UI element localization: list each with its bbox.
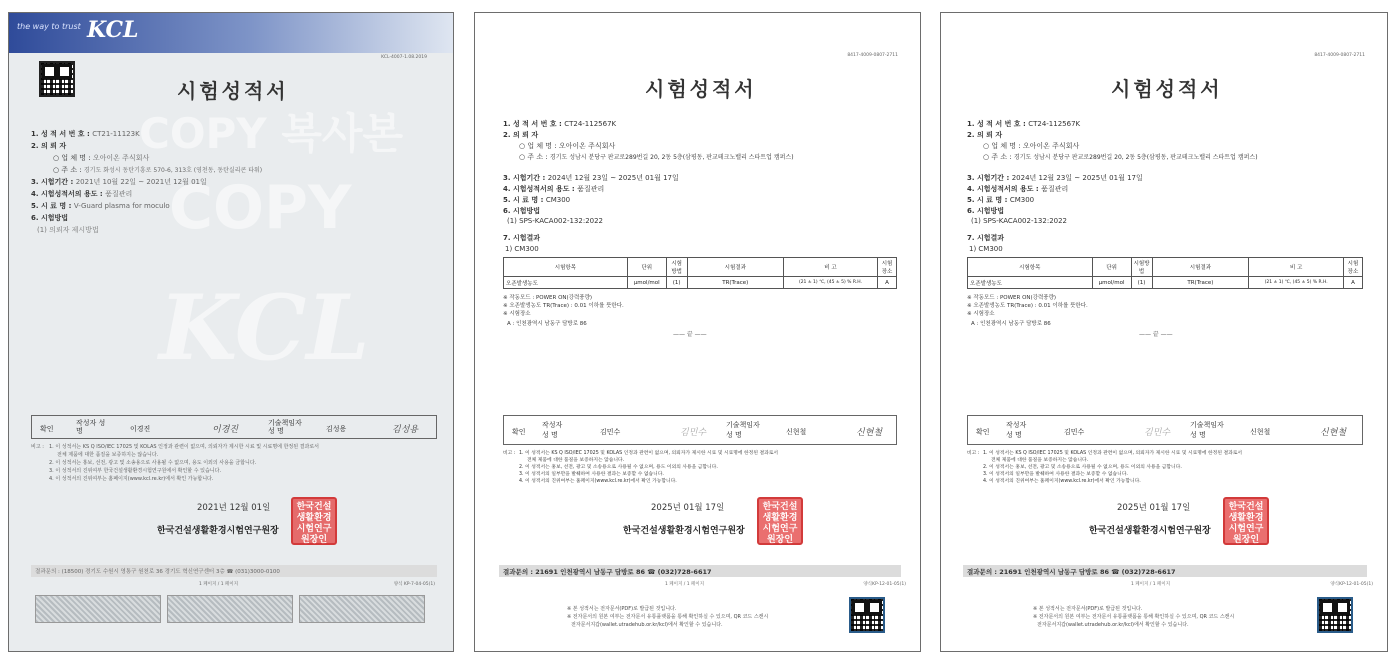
item-line: (1) 의뢰자 제시방법 xyxy=(37,226,99,234)
signature-box xyxy=(967,415,1363,445)
item-line: ○ 주 소 : 경기도 성남시 분당구 판교로289번길 20, 2동 5층(삼평동, 판교테크노밸리 스타트업 캠퍼스) xyxy=(519,153,794,161)
item-line: 1. 성 적 서 번 호 : CT21-11123K xyxy=(31,130,140,138)
writer-label: 작성자 성 명 xyxy=(542,421,563,439)
kcl-banner xyxy=(9,13,453,53)
note-line: 1. 이 성적서는 KS Q ISO/IEC 17025 및 KOLAS 인정과 관련이 없으며, 의뢰자가 제시한 시료 및 시료명에 한정된 결과로서 xyxy=(519,451,779,456)
confirm-label: 확인 xyxy=(512,428,526,436)
column-header: 단위 xyxy=(627,258,666,277)
note-line: 2. 이 성적서는 홍보, 선전, 광고 및 소송용으로 사용될 수 없으며, 용도 이외의 사용을 금합니다. xyxy=(519,465,718,470)
footnote: ※ 오존발생농도 TR(Trace) : 0.01 이하를 뜻한다. xyxy=(503,303,624,309)
tech-signature: 김성용 xyxy=(392,425,419,435)
column-header: 비 고 xyxy=(783,258,877,277)
banner-tagline: the way to trust xyxy=(17,22,81,31)
issue-date: 2021년 12월 01일 xyxy=(197,503,271,513)
note-line: 3. 이 성적서의 일부만을 발췌하여 사용한 결과는 보증할 수 없습니다. xyxy=(519,472,664,477)
table-cell: (1) xyxy=(1131,277,1152,289)
item-line: ○ 업 체 명 : 오아이온 주식회사 xyxy=(53,154,150,162)
page-marker: 1 페이지 / 1 페이지 xyxy=(1131,582,1171,587)
doc-code: 8417-4009-0807-2711 xyxy=(847,53,898,58)
contact-bar: 결과문의 : 21691 인천광역시 남동구 담방로 86 ☎ (032)728-6617 xyxy=(963,565,1367,577)
note-line: 4. 이 성적서의 진위여부는 홈페이지(www.kcl.re.kr)에서 확인 가능합니다. xyxy=(49,476,214,482)
tech-name: 신현철 xyxy=(786,428,807,436)
column-header: 단위 xyxy=(1092,258,1131,277)
certificate-page-3 xyxy=(940,12,1388,652)
column-header: 비 고 xyxy=(1249,258,1344,277)
item-line: 1. 성 적 서 번 호 : CT24-112567K xyxy=(503,120,617,128)
bottom-note: 전자문서지갑(wallet.utradehub.or.kr/kcl)에서 확인할 수 있습니다. xyxy=(571,622,723,628)
certificate-page-2 xyxy=(474,12,921,652)
item-line: 3. 시험기간 : 2024년 12월 23일 ~ 2025년 01월 17일 xyxy=(503,174,679,182)
issue-date: 2025년 01월 17일 xyxy=(1117,503,1191,513)
note-line: 3. 이 성적서의 일부만을 발췌하여 사용한 결과는 보증할 수 없습니다. xyxy=(983,472,1128,477)
item-line: 5. 시 료 명 : CM300 xyxy=(967,196,1035,204)
qr-code-icon[interactable] xyxy=(849,597,885,633)
footnote: ※ 작동모드 : POWER ON(강력풍량) xyxy=(503,295,593,301)
note-line: 1. 이 성적서는 KS Q ISO/IEC 17025 및 KOLAS 인정과 관련이 없으며, 의뢰자가 제시한 시료 및 시료명에 한정된 결과로서 xyxy=(983,451,1243,456)
item-line: ○ 주 소 : 경기도 성남시 분당구 판교로289번길 20, 2동 5층(삼평동, 판교테크노밸리 스타트업 캠퍼스) xyxy=(983,153,1258,161)
document-title: 시험성적서 xyxy=(1111,77,1223,101)
note-line: 1. 이 성적서는 KS Q ISO/IEC 17025 및 KOLAS 인정과 관련이 없으며, 의뢰자가 제시한 시료 및 시료명에 한정된 결과로서 xyxy=(49,444,319,450)
security-pattern xyxy=(167,595,293,623)
table-header-row xyxy=(504,258,897,277)
table-cell: (21 ± 1) ℃, (45 ± 5) % R.H. xyxy=(783,277,877,289)
column-header: 시험항목 xyxy=(968,258,1093,277)
column-header: 시험장소 xyxy=(878,258,897,277)
item-line: 6. 시험방법 xyxy=(967,207,1005,215)
tech-signature: 신현철 xyxy=(1320,428,1347,438)
writer-signature: 김민수 xyxy=(680,428,707,438)
column-header: 시험방법 xyxy=(1131,258,1152,277)
writer-name: 김민수 xyxy=(600,428,621,436)
column-header: 시험장소 xyxy=(1344,258,1363,277)
page-marker: 1 페이지 / 1 페이지 xyxy=(665,582,705,587)
notes-label: 비고 : xyxy=(967,451,980,456)
item-line: ○ 주 소 : 경기도 화성시 동탄기흥로 570-6, 313호 (영천동, 동탄실리콘 타워) xyxy=(53,166,263,174)
table-header-row xyxy=(968,258,1363,277)
writer-label: 작성자 성 명 xyxy=(1006,421,1027,439)
qr-code-icon xyxy=(39,61,75,97)
footnote: ※ 시험장소 xyxy=(967,311,995,317)
qr-code-icon[interactable] xyxy=(1317,597,1353,633)
writer-name: 김민수 xyxy=(1064,428,1085,436)
tech-name: 김성용 xyxy=(326,425,347,433)
copy-watermark-en: COPY xyxy=(169,173,352,243)
tech-label: 기술책임자 성 명 xyxy=(1190,421,1224,439)
table-cell: μmol/mol xyxy=(1092,277,1131,289)
contact-bar: 결과문의 : (18500) 경기도 수원시 영통구 원천로 36 경기도 혁신연구센터 3층 ☎ (031)3000-0100 xyxy=(31,565,437,577)
footnote: ※ 작동모드 : POWER ON(강력풍량) xyxy=(967,295,1057,301)
bottom-note: ※ 본 성적서는 전자문서(PDF)로 발급된 것입니다. xyxy=(1033,606,1143,612)
note-line: 전체 제품에 대한 품질을 보증하지는 않습니다. xyxy=(991,458,1089,463)
table-cell: μmol/mol xyxy=(627,277,666,289)
table-cell: TR(Trace) xyxy=(687,277,783,289)
item-line: 7. 시험결과 xyxy=(967,234,1005,242)
item-line: 1. 성 적 서 번 호 : CT24-112567K xyxy=(967,120,1081,128)
bottom-note: 전자문서지갑(wallet.utradehub.or.kr/kcl)에서 확인할 수 있습니다. xyxy=(1037,622,1189,628)
tech-name: 신현철 xyxy=(1250,428,1271,436)
table-row xyxy=(504,277,897,289)
column-header: 시험항목 xyxy=(504,258,628,277)
writer-signature: 이경진 xyxy=(212,425,239,435)
contact-bar: 결과문의 : 21691 인천광역시 남동구 담방로 86 ☎ (032)728-6617 xyxy=(499,565,901,577)
issuer-name: 한국건설생활환경시험연구원장 xyxy=(157,526,279,536)
item-line: 2. 의 뢰 자 xyxy=(967,131,1003,139)
column-header: 시험결과 xyxy=(687,258,783,277)
kcl-logo: KCL xyxy=(87,17,139,43)
note-line: 4. 이 성적서의 진위여부는 홈페이지(www.kcl.re.kr)에서 확인 가능합니다. xyxy=(983,479,1141,484)
writer-name: 이경진 xyxy=(130,425,151,433)
writer-signature: 김민수 xyxy=(1144,428,1171,438)
item-line: 2. 의 뢰 자 xyxy=(31,142,67,150)
confirm-label: 확인 xyxy=(40,425,54,433)
column-header: 시험방법 xyxy=(666,258,687,277)
doc-code: 8417-4009-0807-2711 xyxy=(1314,53,1365,58)
certificate-page-1 xyxy=(8,12,454,652)
item-line: 3. 시험기간 : 2024년 12월 23일 ~ 2025년 01월 17일 xyxy=(967,174,1143,182)
security-pattern xyxy=(299,595,425,623)
table-cell: 오존발생농도 xyxy=(968,277,1093,289)
bottom-note: ※ 본 성적서는 전자문서(PDF)로 발급된 것입니다. xyxy=(567,606,677,612)
issuer-name: 한국건설생활환경시험연구원장 xyxy=(1089,526,1211,536)
table-cell: TR(Trace) xyxy=(1152,277,1249,289)
item-line: 5. 시 료 명 : CM300 xyxy=(503,196,571,204)
tech-label: 기술책임자 성 명 xyxy=(726,421,760,439)
note-line: 전체 제품에 대한 품질을 보증하지는 않습니다. xyxy=(527,458,625,463)
item-line: ○ 업 체 명 : 오아이온 주식회사 xyxy=(983,142,1080,150)
footnote: ※ 시험장소 xyxy=(503,311,531,317)
table-cell: 오존발생농도 xyxy=(504,277,628,289)
table-cell: A xyxy=(1344,277,1363,289)
result-table xyxy=(503,257,897,289)
note-line: 2. 이 성적서는 홍보, 선전, 광고 및 소송용으로 사용될 수 없으며, 용도 이외의 사용을 금합니다. xyxy=(983,465,1182,470)
notes-label: 비고 : xyxy=(503,451,516,456)
item-line: 5. 시 료 명 : V-Guard plasma for moculo xyxy=(31,202,170,210)
signature-box xyxy=(503,415,897,445)
item-line: 6. 시험방법 xyxy=(503,207,541,215)
issuer-name: 한국건설생활환경시험연구원장 xyxy=(623,526,745,536)
kcl-watermark: KCL xyxy=(159,275,370,381)
doc-code: KCL-4007-1.08.2019 xyxy=(381,55,427,60)
end-mark: —— 끝 —— xyxy=(673,331,707,338)
item-line: 4. 시험성적서의 용도 : 품질관리 xyxy=(503,185,605,193)
item-line: ○ 업 체 명 : 오아이온 주식회사 xyxy=(519,142,616,150)
official-seal-icon: 한국건설 생활환경 시험연구 원장인 xyxy=(291,497,337,545)
copy-watermark-kr: COPY 복사본 xyxy=(139,109,404,158)
confirm-label: 확인 xyxy=(976,428,990,436)
official-seal-icon: 한국건설 생활환경 시험연구 원장인 xyxy=(757,497,803,545)
item-line: 7. 시험결과 xyxy=(503,234,541,242)
table-row xyxy=(968,277,1363,289)
note-line: 4. 이 성적서의 진위여부는 홈페이지(www.kcl.re.kr)에서 확인 가능합니다. xyxy=(519,479,677,484)
note-line: 2. 이 성적서는 홍보, 선전, 광고 및 소송용으로 사용될 수 없으며, 용도 이외의 사용을 금합니다. xyxy=(49,460,257,466)
item-line: 2. 의 뢰 자 xyxy=(503,131,539,139)
end-mark: —— 끝 —— xyxy=(1139,331,1173,338)
tech-signature: 신현철 xyxy=(856,428,883,438)
table-cell: (21 ± 1) ℃, (45 ± 5) % R.H. xyxy=(1249,277,1344,289)
form-code: 양식KP-12-01-05(1) xyxy=(1330,582,1373,587)
security-pattern xyxy=(35,595,161,623)
footnote: A : 인천광역시 남동구 담방로 86 xyxy=(507,321,587,327)
item-line: 4. 시험성적서의 용도 : 품질관리 xyxy=(967,185,1069,193)
form-code: 양식 KP-7-04-05(1) xyxy=(393,582,435,587)
signature-box xyxy=(31,415,437,439)
item-line: (1) SPS-KACA002-132:2022 xyxy=(971,217,1068,225)
footnote: ※ 오존발생농도 TR(Trace) : 0.01 이하를 뜻한다. xyxy=(967,303,1088,309)
notes-label: 비고 : xyxy=(31,444,44,450)
issue-date: 2025년 01월 17일 xyxy=(651,503,725,513)
bottom-note: ※ 전자문서의 원본 여부는 전자문서 유통플랫폼을 통해 확인하실 수 있으며, QR 코드 스캔시 xyxy=(567,614,769,620)
footnote: A : 인천광역시 남동구 담방로 86 xyxy=(971,321,1051,327)
item-line: 3. 시험기간 : 2021년 10월 22일 ~ 2021년 12월 01일 xyxy=(31,178,207,186)
note-line: 전체 제품에 대한 품질을 보증하지는 않습니다. xyxy=(57,452,159,458)
note-line: 3. 이 성적서의 진위여부 한국건설생활환경시험연구원에서 확인할 수 있습니다. xyxy=(49,468,222,474)
bottom-note: ※ 전자문서의 원본 여부는 전자문서 유통플랫폼을 통해 확인하실 수 있으며, QR 코드 스캔시 xyxy=(1033,614,1235,620)
result-table xyxy=(967,257,1363,289)
form-code: 양식KP-12-01-05(1) xyxy=(863,582,906,587)
page-marker: 1 페이지 / 1 페이지 xyxy=(199,582,239,587)
official-seal-icon: 한국건설 생활환경 시험연구 원장인 xyxy=(1223,497,1269,545)
table-cell: A xyxy=(878,277,897,289)
column-header: 시험결과 xyxy=(1152,258,1249,277)
table-cell: (1) xyxy=(666,277,687,289)
writer-label: 작성자 성 명 xyxy=(76,419,106,435)
item-line: (1) SPS-KACA002-132:2022 xyxy=(507,217,604,225)
item-line: 1) CM300 xyxy=(505,245,539,253)
document-title: 시험성적서 xyxy=(177,79,289,103)
item-line: 1) CM300 xyxy=(969,245,1003,253)
item-line: 4. 시험성적서의 용도 : 품질관리 xyxy=(31,190,133,198)
item-line: 6. 시험방법 xyxy=(31,214,69,222)
tech-label: 기술책임자 성 명 xyxy=(268,419,302,435)
document-title: 시험성적서 xyxy=(645,77,757,101)
